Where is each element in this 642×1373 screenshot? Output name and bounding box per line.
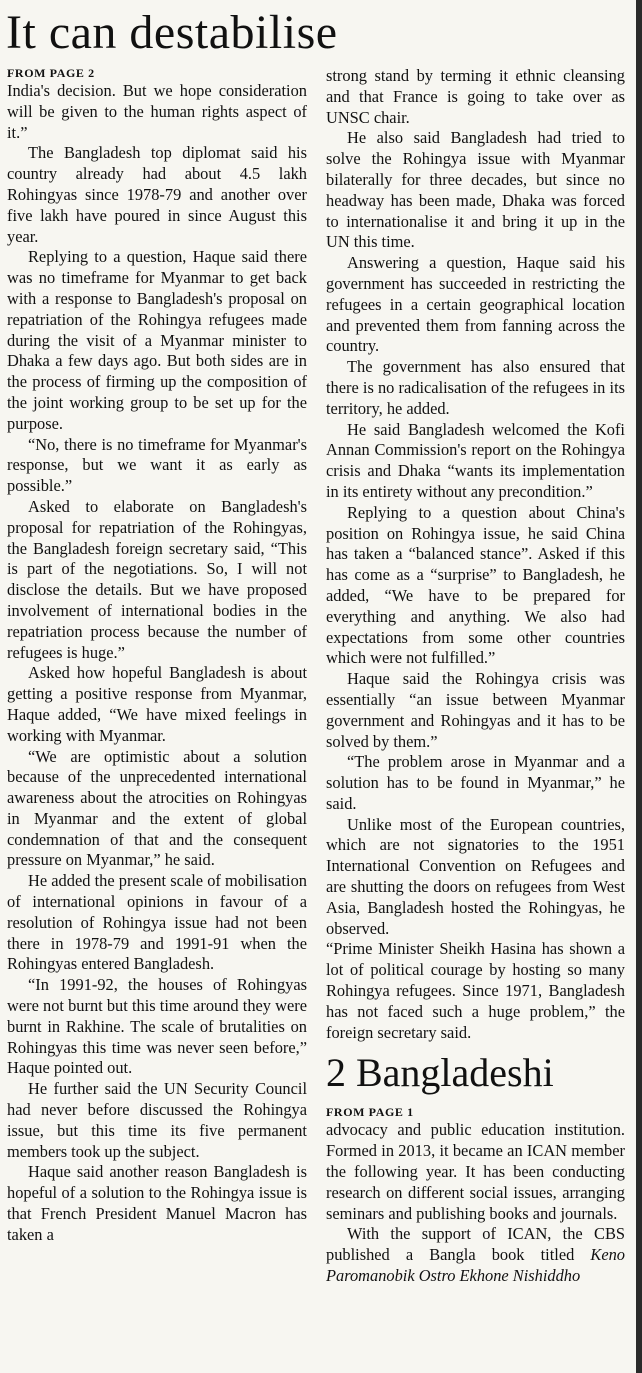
right-column	[326, 66, 625, 1287]
headline: It can destabilise	[6, 6, 338, 59]
paragraph: He said Bangladesh welcomed the Kofi Annan Commission's report on the Rohingya crisis and Dhaka “wants its implementation in its entirety without any precondition.”	[326, 419, 625, 501]
paragraph: He also said Bangladesh had tried to solve the Rohingya issue with Myanmar bilaterally for three decades, but since no headway has been made, Dhaka was forced to internationalise it and bring it up in the UN this time.	[326, 128, 625, 252]
paragraph: “Prime Minister Sheikh Hasina has shown a lot of political courage by hosting so many Rohingya refugees. Since 1971, Bangladesh has not faced such a huge problem,” the foreign secretary said.	[326, 939, 625, 1042]
paragraph: Unlike most of the European countries, which are not signatories to the 1951 International Convention on Refugees and are shutting the doors on refugees from West Asia, Bangladesh hosted the Rohingyas, he observed.	[326, 814, 625, 938]
paragraph	[326, 1224, 625, 1286]
paragraph: advocacy and public education institution. Formed in 2013, it became an ICAN member the following year. It has been conducting research on different social issues, arranging seminars and publishing books and journals.	[326, 1120, 625, 1223]
second-headline: 2 Bangladeshi	[326, 1050, 554, 1096]
paragraph: The Bangladesh top diplomat said his country already had about 4.5 lakh Rohingyas since 1978-79 and another over five lakh have poured in since August this year.	[7, 143, 307, 246]
paragraph: “The problem arose in Myanmar and a solution has to be found in Myanmar,” he said.	[326, 752, 625, 813]
paragraph: Answering a question, Haque said his government has succeeded in restricting the refugees in a certain geographical location and prevented them from fanning across the country.	[326, 253, 625, 356]
paragraph: India's decision. But we hope consideration will be given to the human rights aspect of it.”	[7, 81, 307, 142]
paragraph: strong stand by terming it ethnic cleansing and that France is going to take over as UNSC chair.	[326, 66, 625, 127]
paragraph: “We are optimistic about a solution because of the unprecedented international awareness about the atrocities on Rohingyas in Myanmar and the extent of global condemnation of that and the consequent pressure on Myanmar,” he said.	[7, 746, 307, 870]
paragraph: Asked how hopeful Bangladesh is about getting a positive response from Myanmar, Haque added, “We have mixed feelings in working with Myanmar.	[7, 663, 307, 745]
left-column	[7, 66, 307, 1246]
paragraph: Replying to a question, Haque said there was no timeframe for Myanmar to get back with a response to Bangladesh's proposal on repatriation of the Rohingya refugees made during the visit of a Myanmar minister to Dhaka a few days ago. But both sides are in the process of firming up the composition of the joint working group to be set up for the purpose.	[7, 247, 307, 433]
paragraph: Haque said the Rohingya crisis was essentially “an issue between Myanmar government and Rohingyas and it has to be solved by them.”	[326, 669, 625, 751]
paragraph: He added the present scale of mobilisation of international opinions in favour of a resolution of Rohingya issue had not been there in 1978-79 and 1991-91 when the Rohingyas entered Bangladesh.	[7, 871, 307, 974]
paragraph: “In 1991-92, the houses of Rohingyas were not burnt but this time around they were burnt in Rakhine. The scale of brutalities on Rohingyas this time was never seen before,” Haque pointed out.	[7, 975, 307, 1078]
kicker: FROM PAGE 2	[7, 66, 95, 80]
paragraph: Asked to elaborate on Bangladesh's proposal for repatriation of the Rohingyas, the Bangladesh foreign secretary said, “This is part of the negotiations. So, I will not disclose the details. But we have proposed involvement of international bodies in the repatriation process because the number of refugees is huge.”	[7, 496, 307, 662]
second-kicker: FROM PAGE 1	[326, 1105, 414, 1120]
page-edge	[636, 0, 642, 1373]
book-title: Keno Paromanobik Ostro Ekhone Nishiddho	[326, 1245, 625, 1286]
paragraph: Replying to a question about China's position on Rohingya issue, he said China has taken a “balanced stance”. Asked if this has come as a “surprise” to Bangladesh, he added, “We have to be prepared for everything and anything. We also had expectations from some other countries which were not fulfilled.”	[326, 502, 625, 668]
paragraph: Haque said another reason Bangladesh is hopeful of a solution to the Rohingya issue is that French President Manuel Macron has taken a	[7, 1162, 307, 1244]
paragraph-lead: With the support of ICAN, the CBS published a Bangla book titled	[326, 1224, 625, 1265]
paragraph: “No, there is no timeframe for Myanmar's response, but we want it as early as possible.”	[7, 434, 307, 496]
paragraph: He further said the UN Security Council had never before discussed the Rohingya issue, but this time its five permanent members took up the subject.	[7, 1079, 307, 1161]
paragraph: The government has also ensured that there is no radicalisation of the refugees in its territory, he added.	[326, 357, 625, 418]
